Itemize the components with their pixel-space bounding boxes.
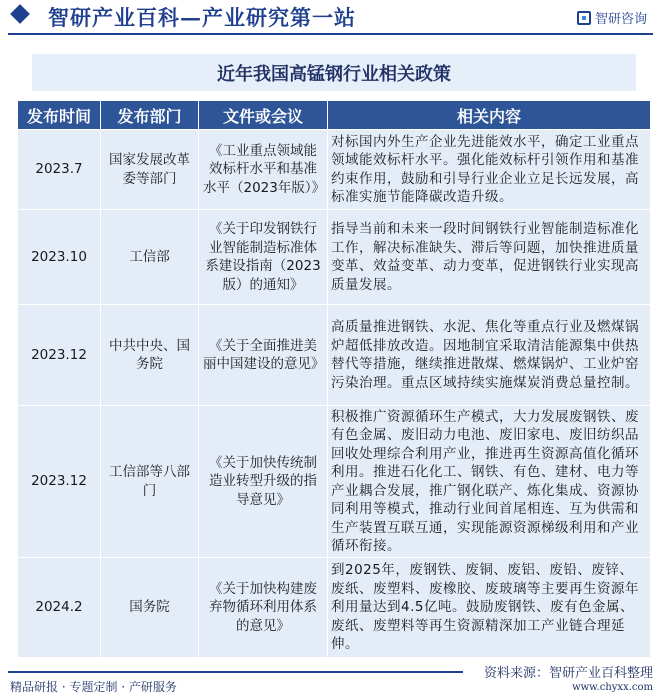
brand-logo xyxy=(577,8,647,27)
table-row xyxy=(18,305,651,406)
doc-cell: 《关于加快构建废弃物循环利用体系的意见》 xyxy=(199,558,328,658)
content-cell: 到2025年，废钢铁、废铜、废铝、废铅、废锌、废纸、废塑料、废橡胶、废玻璃等主要再生资源年利用量达到4.5亿吨。鼓励废钢铁、废有色金属、废纸、废塑料等再生资源精深加工产业链合理延伸。 xyxy=(328,558,651,658)
footer-divider xyxy=(8,671,463,673)
doc-cell: 《工业重点领域能效标杆水平和基准水平（2023年版）》 xyxy=(199,130,328,210)
table-title: 近年我国高锰钢行业相关政策 xyxy=(32,54,636,91)
date-cell: 2023.12 xyxy=(18,305,101,406)
table-row xyxy=(18,130,651,210)
footer-url: www.chyxx.com xyxy=(572,682,653,693)
column-header-doc: 文件或会议 xyxy=(199,101,328,130)
site-title: 智研产业百科—产业研究第一站 xyxy=(48,5,356,30)
date-cell: 2023.12 xyxy=(18,406,101,558)
column-header-content: 相关内容 xyxy=(328,101,651,130)
top-header xyxy=(0,0,661,34)
column-header-date: 发布时间 xyxy=(18,101,101,130)
content-cell: 对标国内外生产企业先进能效水平，确定工业重点领域能效标杆水平。强化能效标杆引领作用和基准约束作用，鼓励和引导行业企业立足长远发展，高标准实施节能降碳改造升级。 xyxy=(328,130,651,210)
footer-slogan: 精品研报 · 专题定制 · 产研服务 xyxy=(10,680,177,694)
table-row xyxy=(18,210,651,305)
dept-cell: 国家发展改革委等部门 xyxy=(101,130,199,210)
column-header-dept: 发布部门 xyxy=(101,101,199,130)
content-cell: 积极推广资源循环生产模式，大力发展废钢铁、废有色金属、废旧动力电池、废旧家电、废旧纺织品回收处理综合利用产业，推进再生资源高值化循环利用。推进石化化工、钢铁、有色、建材、电力等产业耦合发展，推广钢化联产、炼化集成、资源协同利用等模式，推动行业间首尾相连、互为供需和生产装置互联互通，实现能源资源梯级利用和产业循环衔接。 xyxy=(328,406,651,558)
date-cell: 2023.10 xyxy=(18,210,101,305)
content-cell: 指导当前和未来一段时间钢铁行业智能制造标准化工作，解决标准缺失、滞后等问题，加快推进质量变革、效益变革、动力变革，促进钢铁行业实现高质量发展。 xyxy=(328,210,651,305)
date-cell: 2023.7 xyxy=(18,130,101,210)
content-cell: 高质量推进钢铁、水泥、焦化等重点行业及燃煤锅炉超低排放改造。因地制宜采取清洁能源集中供热替代等措施，继续推进散煤、燃煤锅炉、工业炉窑污染治理。重点区域持续实施煤炭消费总量控制。 xyxy=(328,305,651,406)
doc-cell: 《关于印发钢铁行业智能制造标准体系建设指南（2023版）的通知》 xyxy=(199,210,328,305)
doc-cell: 《关于全面推进美丽中国建设的意见》 xyxy=(199,305,328,406)
date-cell: 2024.2 xyxy=(18,558,101,658)
diamond-icon xyxy=(10,4,30,24)
dept-cell: 工信部等八部门 xyxy=(101,406,199,558)
dept-cell: 中共中央、国务院 xyxy=(101,305,199,406)
dept-cell: 工信部 xyxy=(101,210,199,305)
brand-name: 智研咨询 xyxy=(594,12,647,27)
source-note: 资料来源：智研产业百科整理 xyxy=(483,666,653,681)
table-header-row xyxy=(18,101,651,130)
table-row xyxy=(18,406,651,558)
policy-table xyxy=(17,100,651,658)
header-divider xyxy=(8,33,653,35)
doc-cell: 《关于加快传统制造业转型升级的指导意见》 xyxy=(199,406,328,558)
table-row xyxy=(18,558,651,658)
brand-logo-icon xyxy=(577,11,591,25)
dept-cell: 国务院 xyxy=(101,558,199,658)
